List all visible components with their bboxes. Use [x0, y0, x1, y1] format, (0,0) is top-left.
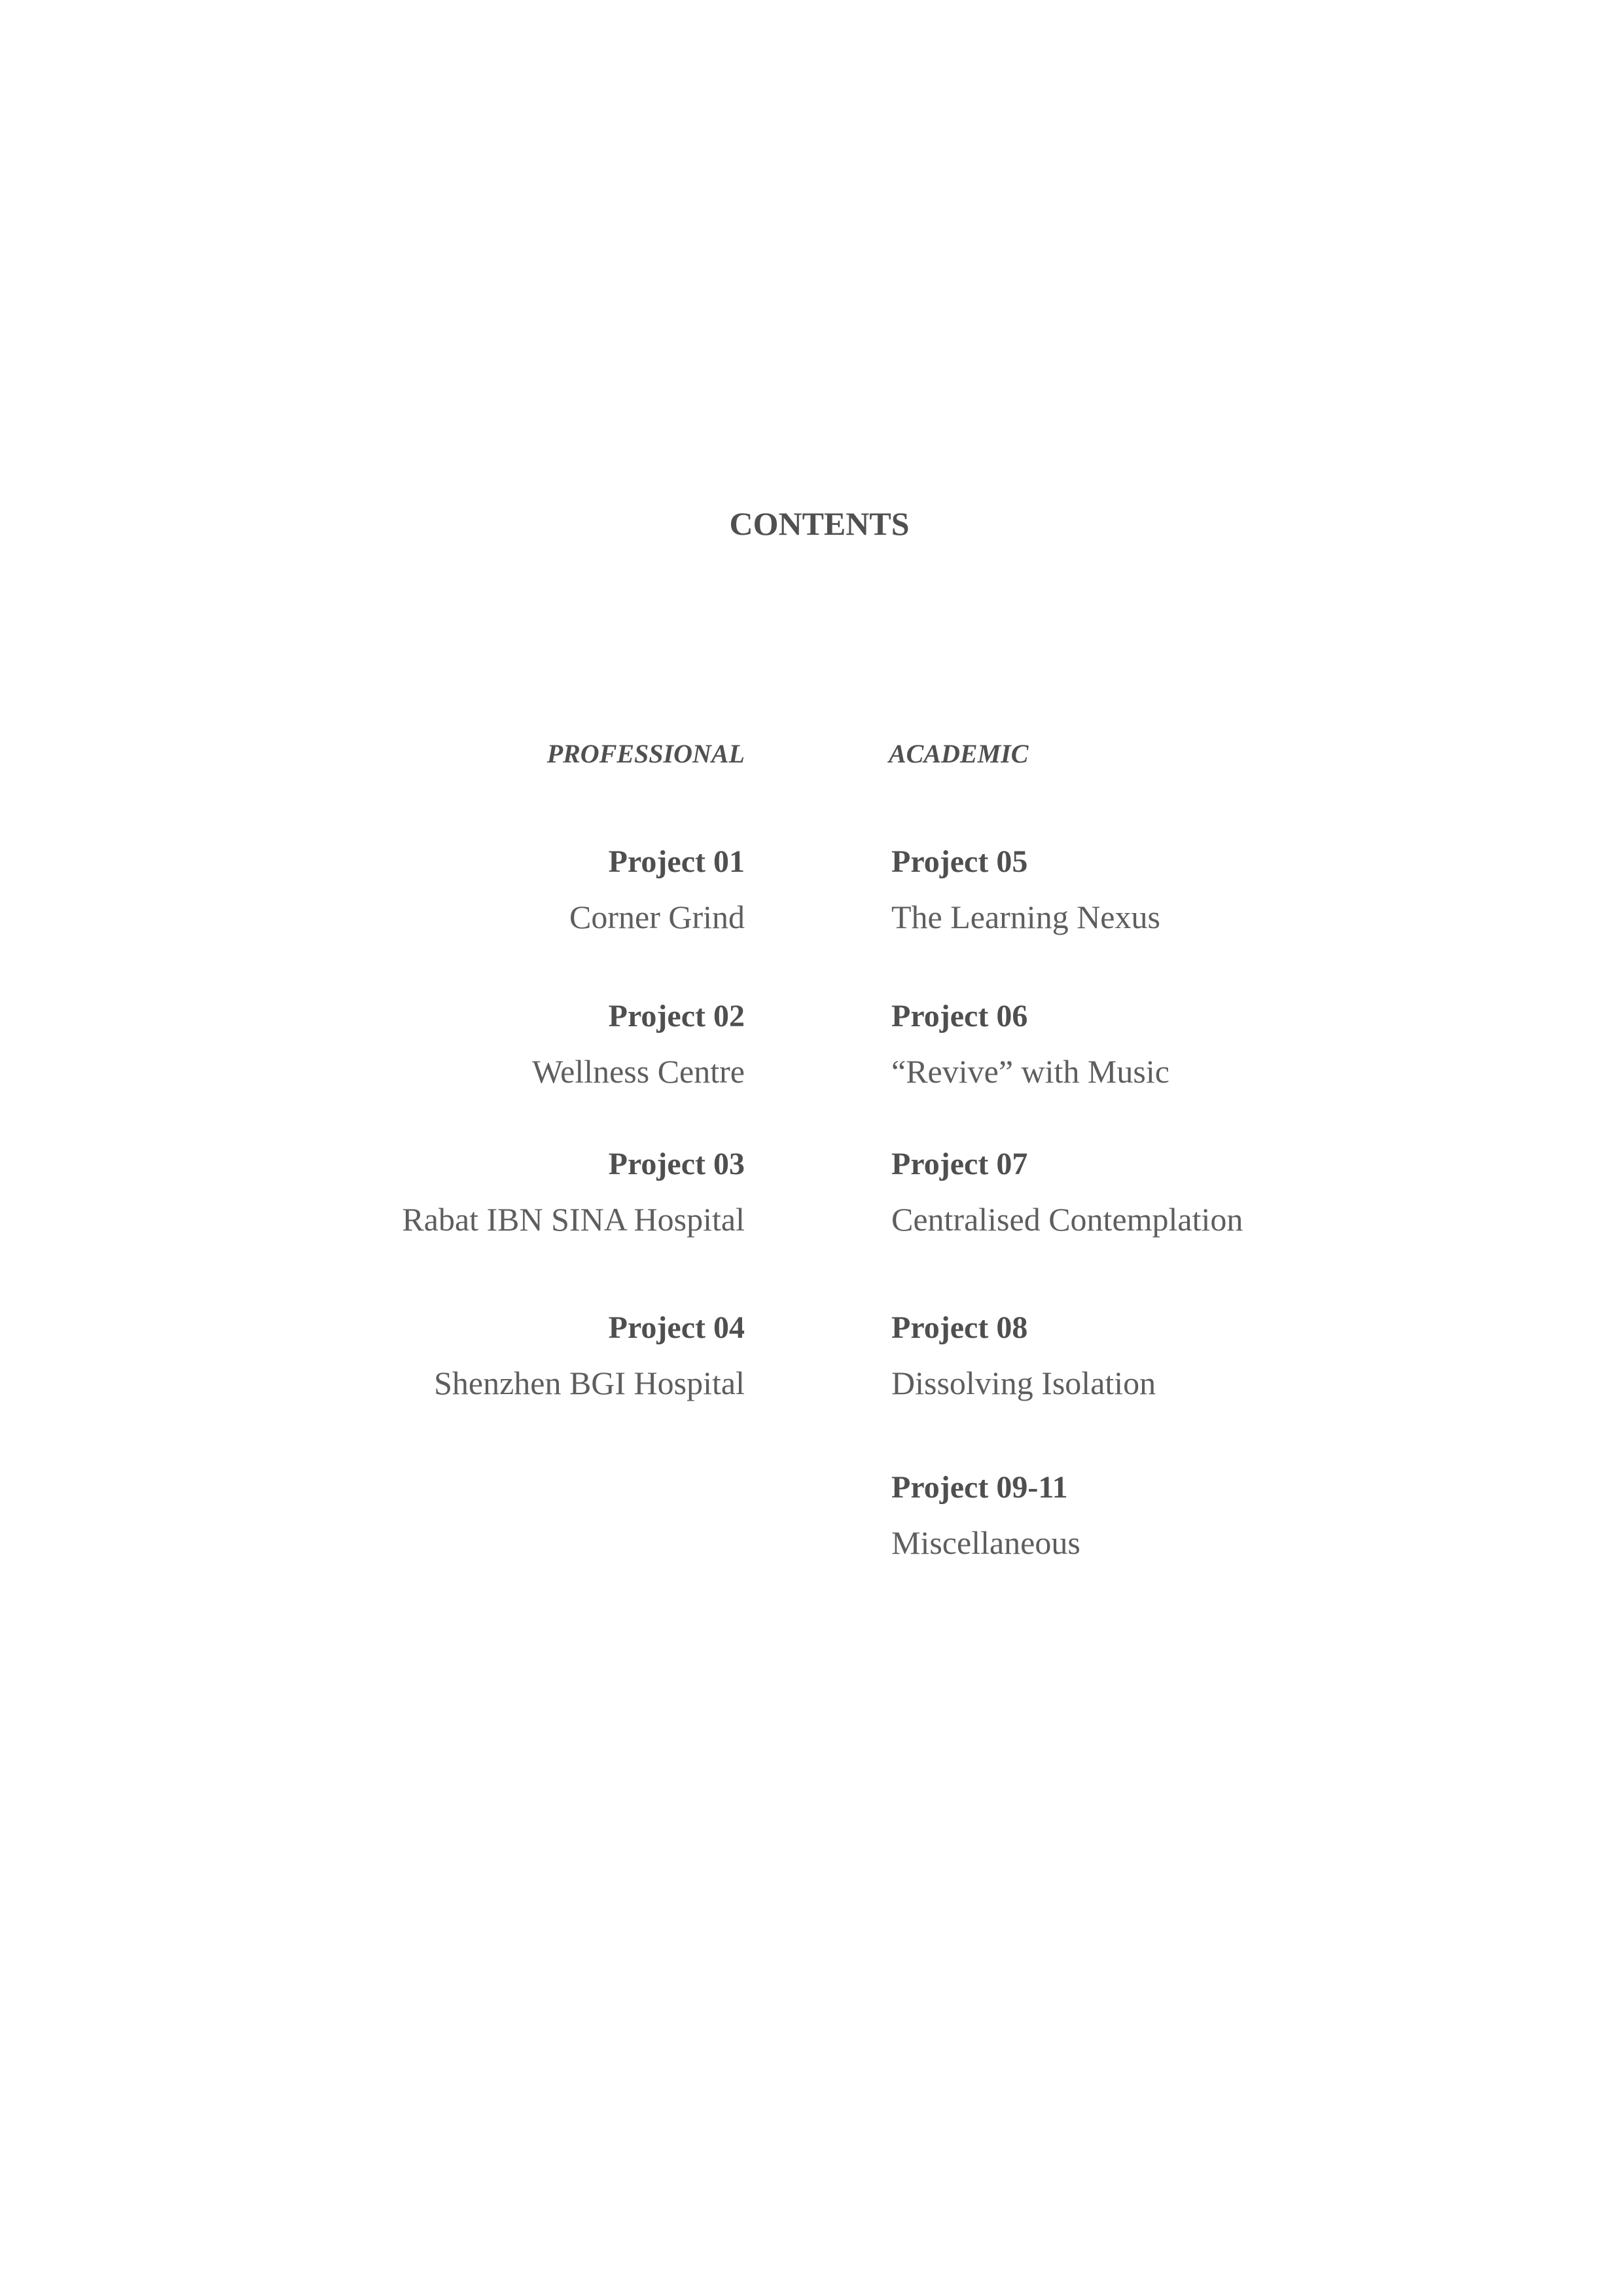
project-number: Project 01	[608, 844, 745, 879]
toc-entry-project-06	[891, 989, 1169, 1099]
project-name: “Revive” with Music	[891, 1053, 1169, 1090]
project-number: Project 04	[608, 1310, 745, 1345]
project-number: Project 05	[891, 844, 1028, 879]
project-number: Project 06	[891, 999, 1028, 1033]
project-name: Dissolving Isolation	[891, 1365, 1156, 1401]
project-name: Shenzhen BGI Hospital	[434, 1365, 745, 1401]
project-name: Centralised Contemplation	[891, 1201, 1243, 1238]
toc-entry-project-05	[891, 834, 1160, 944]
project-number: Project 03	[608, 1147, 745, 1181]
toc-entry-project-04	[434, 1300, 745, 1410]
project-name: Rabat IBN SINA Hospital	[402, 1201, 745, 1238]
project-number: Project 08	[891, 1310, 1028, 1345]
project-number: Project 09-11	[891, 1470, 1068, 1505]
project-name: Wellness Centre	[531, 1053, 745, 1090]
toc-entry-project-08	[891, 1300, 1156, 1410]
academic-section-heading: ACADEMIC	[889, 739, 1029, 768]
project-name: The Learning Nexus	[891, 899, 1160, 935]
page-title: CONTENTS	[729, 505, 910, 542]
project-number: Project 02	[608, 999, 745, 1033]
toc-entry-project-03	[402, 1137, 745, 1247]
project-name: Corner Grind	[569, 899, 745, 935]
toc-entry-project-09-11	[891, 1460, 1080, 1570]
project-number: Project 07	[891, 1147, 1028, 1181]
project-name: Miscellaneous	[891, 1524, 1080, 1561]
toc-entry-project-01	[569, 834, 745, 944]
professional-section-heading: PROFESSIONAL	[546, 739, 745, 768]
toc-entry-project-07	[891, 1137, 1243, 1247]
toc-entry-project-02	[532, 989, 745, 1099]
